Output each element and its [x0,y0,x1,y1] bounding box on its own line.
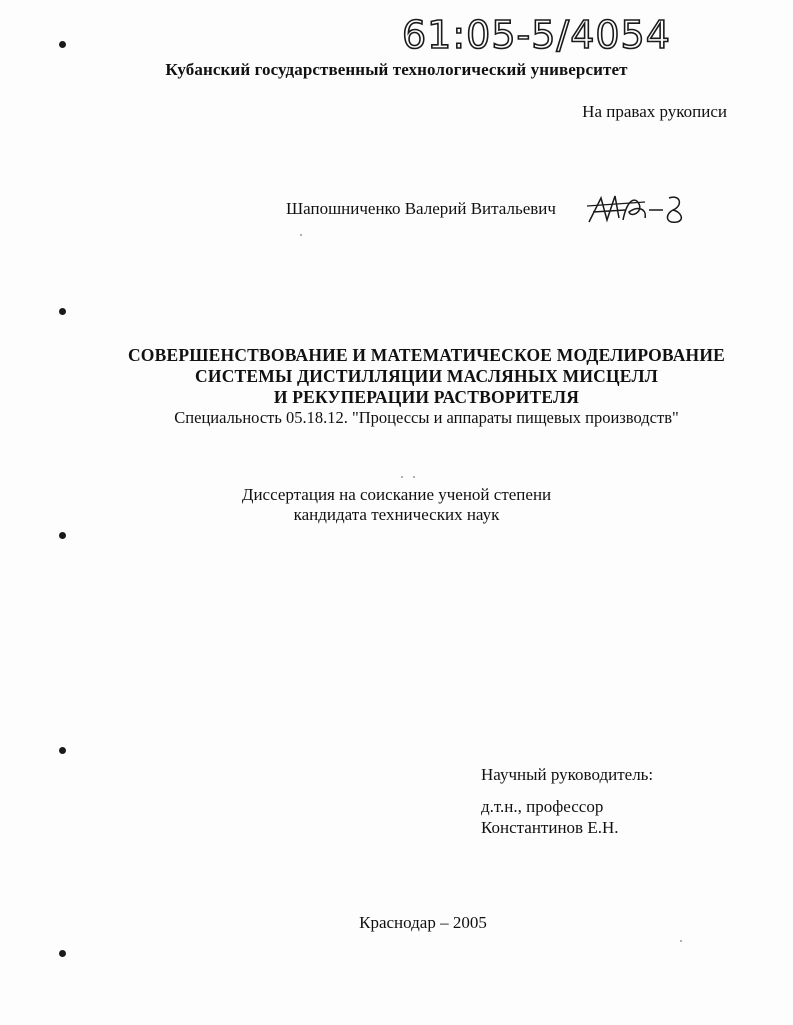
scan-speck [401,476,403,478]
binding-hole-3 [59,532,66,539]
title-line-3: И РЕКУПЕРАЦИИ РАСТВОРИТЕЛЯ [273,387,580,407]
binding-hole-1 [59,41,66,48]
degree-line-1: Диссертация на соискание ученой степени [241,485,552,504]
degree-statement [0,485,793,525]
archive-code-handwritten [400,8,690,58]
specialty-line: Специальность 05.18.12. "Процессы и аппараты пищевых производств" [174,408,679,427]
author-name: Шапошниченко Валерий Витальевич [286,199,556,218]
svg-text:61:05-5/4054: 61:05-5/4054 [402,13,671,57]
author-signature [585,190,695,230]
dissertation-title-block [0,345,793,429]
city-year: Краснодар – 2005 [359,913,487,932]
binding-hole-4 [59,747,66,754]
scan-speck [680,940,682,942]
manuscript-rights-note: На правах рукописи [582,102,727,121]
scan-speck [413,476,415,478]
supervisor-name: Константинов Е.Н. [481,818,619,837]
supervisor-label: Научный руководитель: [481,765,654,784]
binding-hole-2 [59,308,66,315]
title-line-2: СИСТЕМЫ ДИСТИЛЛЯЦИИ МАСЛЯНЫХ МИСЦЕЛЛ [195,366,658,386]
binding-hole-5 [59,950,66,957]
supervisor-block [481,764,653,838]
supervisor-degree: д.т.н., профессор [481,797,604,816]
scan-speck [300,234,302,236]
degree-line-2: кандидата технических наук [293,505,500,524]
title-line-1: СОВЕРШЕНСТВОВАНИЕ И МАТЕМАТИЧЕСКОЕ МОДЕЛИРОВАНИЕ [127,345,726,365]
university-name: Кубанский государственный технологический университет [165,60,628,79]
